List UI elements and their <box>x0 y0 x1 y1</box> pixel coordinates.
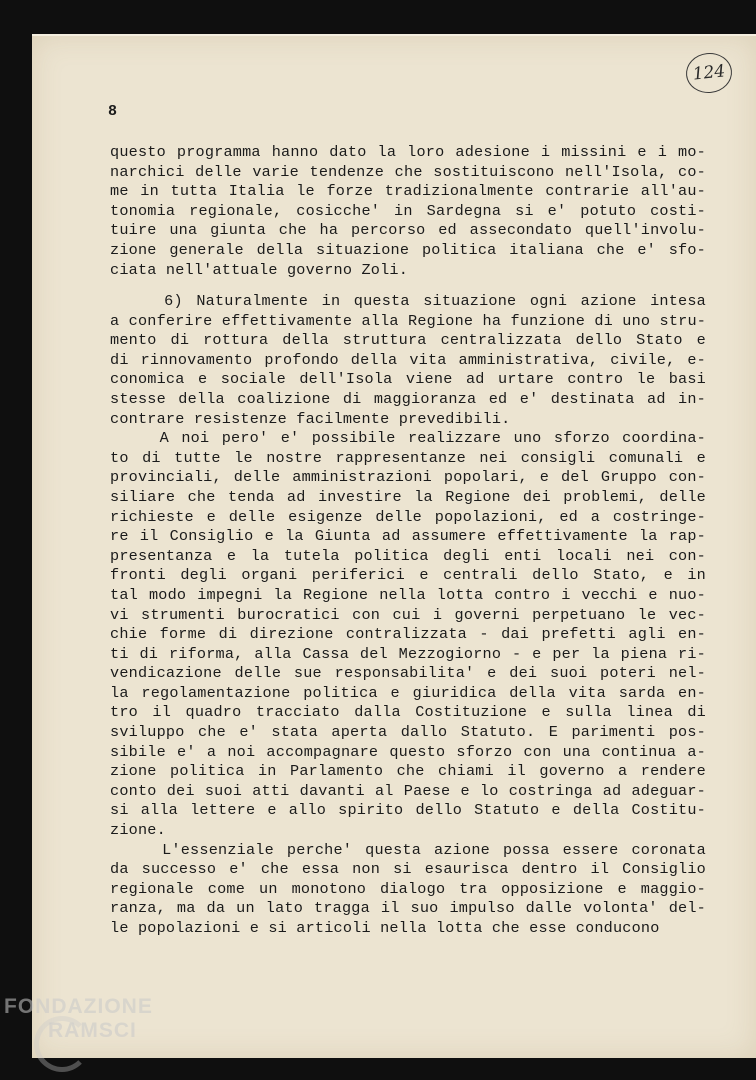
text-line: fronti degli organi periferici e centrali dello Stato, e in <box>110 566 706 585</box>
text-line: questo programma hanno dato la loro adesione i missini e i mo- <box>110 143 706 161</box>
text-line: chie forme di direzione contralizzata - dai prefetti agli en- <box>110 625 706 644</box>
text-line: la regolamentazione politica e giuridica della vita sarda en- <box>110 683 706 702</box>
text-line: zione politica in Parlamento che chiami il governo a rendere <box>110 762 706 781</box>
text-line: si alla lettere e allo spirito dello Statuto e della Costitu- <box>110 801 706 820</box>
text-line: ciata nell'attuale governo Zoli. <box>110 260 409 279</box>
text-line: le popolazioni e si articoli nella lotta che esse conducono <box>110 919 660 937</box>
text-line: siliare che tenda ad investire la Regione dei problemi, delle <box>110 487 706 506</box>
text-line: sibile e' a noi accompagnare questo sforzo con una continua a- <box>110 742 706 761</box>
text-line: stesse della coalizione di maggioranza ed e' destinata ad in- <box>110 389 706 408</box>
text-line: A noi pero' e' possibile realizzare uno sforzo coordina- <box>110 429 706 448</box>
text-line: sviluppo che e' stata aperta dallo Statuto. E parimenti pos- <box>110 723 706 742</box>
text-line: ranza, ma da un lato tragga il suo impulso dalle volonta' del- <box>110 899 706 918</box>
text-line: narchici delle varie tendenze che sostituiscono nell'Isola, co- <box>110 162 706 181</box>
page-number: 8 <box>108 103 118 120</box>
watermark-line-1: FONDAZIONE <box>4 995 153 1018</box>
text-line: tonomia regionale, cosicche' in Sardegna si e' potuto costi- <box>110 201 706 220</box>
text-line: zione generale della situazione politica italiana che e' sfo- <box>110 240 706 259</box>
text-line: conto dei suoi atti davanti al Paese e lo costringa ad adeguar- <box>110 781 706 800</box>
text-line: da successo e' che essa non si esaurisca dentro il Consiglio <box>110 860 706 879</box>
watermark-g-icon <box>34 1016 90 1072</box>
text-line: ti di riforma, alla Cassa del Mezzogiorno - e per la piena ri- <box>110 644 706 663</box>
text-line: to di tutte le nostre rappresentanze nei consigli comunali e <box>110 448 706 467</box>
text-line: richieste e delle esigenze delle popolazioni, ed a costringe- <box>110 507 706 526</box>
text-line: tal modo impegni la Regione nella lotta contro i vecchi e nuo- <box>110 585 706 604</box>
text-line: 6) Naturalmente in questa situazione ogni azione intesa <box>110 292 706 310</box>
text-line: me in tutta Italia le forze tradizionalmente contrarie all'au- <box>110 182 706 201</box>
text-line: contrare resistenze facilmente prevedibili. <box>110 409 511 428</box>
text-line: a conferire effettivamente alla Regione ha funzione di uno stru- <box>110 311 707 330</box>
paragraph-2 <box>110 292 706 939</box>
text-line: mento di rottura della struttura centralizzata dello Stato e <box>110 331 706 350</box>
text-line: vendicazione delle sue responsabilita' e dei suoi poteri nel- <box>110 664 706 683</box>
text-line: provinciali, delle amministrazioni popolari, e del Gruppo con- <box>110 468 706 487</box>
text-line: zione. <box>110 821 166 840</box>
text-line: di rinnovamento profondo della vita amministrativa, civile, e- <box>110 350 706 369</box>
text-line: presentanza e la tutela politica degli enti locali nei con- <box>110 546 706 565</box>
paragraph-1 <box>110 143 706 280</box>
text-line: conomica e sociale dell'Isola viene ad urtare contro le basi <box>110 370 706 389</box>
text-line: tro il quadro tracciato dalla Costituzione e sulla linea di <box>110 703 706 722</box>
text-line: L'essenziale perche' questa azione possa essere coronata <box>110 840 706 859</box>
watermark-line-2: RAMSCI <box>48 1019 137 1042</box>
watermark-logo <box>4 996 153 1041</box>
text-line: re il Consiglio e la Giunta ad assumere effettivamente la rap- <box>110 527 706 546</box>
text-line: vi strumenti burocratici con cui i governi perpetuano le vec- <box>110 605 706 624</box>
text-line: regionale come un monotono dialogo tra opposizione e maggio- <box>110 879 706 898</box>
archive-stamp: 124 <box>684 51 734 96</box>
text-line: tuire una giunta che ha percorso ed assecondato quell'involu- <box>110 221 706 240</box>
